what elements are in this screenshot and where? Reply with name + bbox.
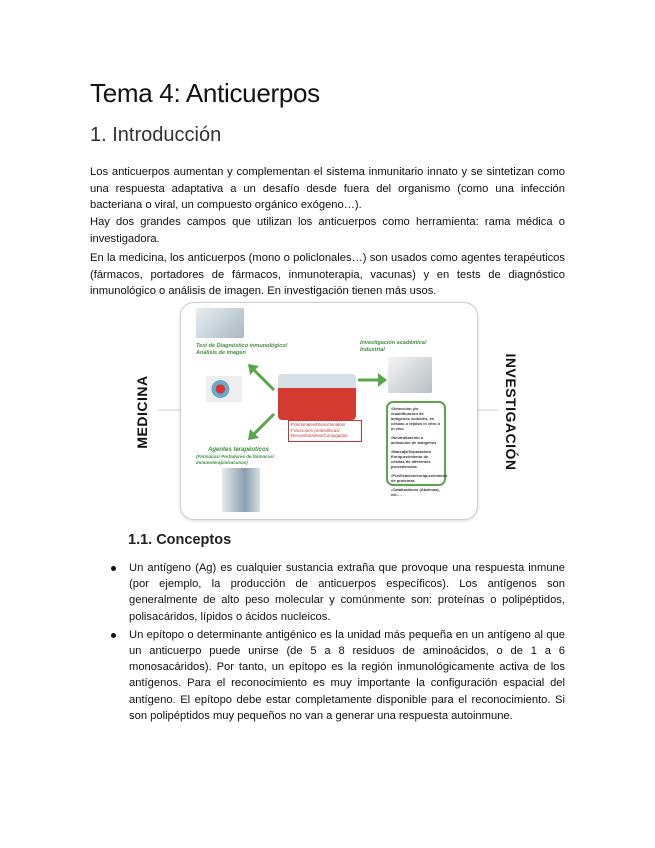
research-use-item: •Marcaje/Separación/ Enriquecimiento de células de diferentes procedencias (391, 449, 432, 469)
therapy-sublabel: (Fármacos/ Portadores de fármacos/ Inmunoterapia/vacunas) (196, 454, 275, 465)
research-label: Investigación académica/ Industrial (360, 340, 427, 353)
research-use-item: •Detección y/o cuantificación de antígenos solubles, en células o tejidos in vitro o in vivo (391, 406, 441, 431)
arrow-down-left-icon (246, 412, 276, 442)
antibody-types-box: Policlonales/Monoclonales/ Fracciones proteolíticas/ Recombinantes/Conjugados (288, 420, 362, 442)
arrow-up-left-icon (246, 362, 276, 392)
bullet-icon (111, 633, 116, 638)
page-title: Tema 4: Anticuerpos (90, 78, 320, 108)
medical-tools-photo (206, 376, 242, 402)
research-use-item: •Catalizadores (Abzimas), etc…. (391, 487, 440, 497)
paragraph-intro: Los anticuerpos aumentan y complementan el sistema inmunitario innato y se sintetizan como una respuesta adaptativa a un desafío desde fuera del organismo (como una infección bacteriana o viral, un compuesto orgánico exógeno…). (90, 166, 565, 211)
medicine-label: MEDICINA (134, 375, 150, 449)
research-uses-box (386, 401, 448, 497)
research-side-label: INVESTIGACIÓN (503, 353, 519, 471)
diagnostic-label: Test de Diagnóstico inmunológico/ Análisis de imagen (196, 343, 288, 356)
list-item (108, 560, 565, 625)
therapy-label: Agentes terapéuticos (208, 447, 270, 453)
lab-photo (388, 357, 432, 393)
antibody-uses-figure (128, 302, 528, 520)
paragraph-fields: Hay dos grandes campos que utilizan los anticuerpos como herramienta: rama médica o investigadora. (90, 216, 565, 245)
list-item (108, 627, 565, 724)
research-use-item: •Neutralización o activación de antígenos (391, 435, 437, 445)
subsection-heading: 1.1. Conceptos (128, 532, 232, 548)
bullet-icon (111, 566, 116, 571)
diagnostic-photo (196, 308, 244, 338)
concepts-list (108, 560, 565, 726)
section-heading: 1. Introducción (90, 124, 222, 146)
arrow-right-icon (356, 370, 388, 390)
list-item-text: Un antígeno (Ag) es cualquier sustancia extraña que provoque una respuesta inmune (por ejemplo, la producción de anticuerpos específicos). Los antígenos son generalmente de alto peso molecular y comúnmente son: proteínas o polipéptidos, polisacáridos, lípidos o ácidos nucleicos. (129, 562, 565, 623)
paragraph-medicine: En la medicina, los anticuerpos (mono o policlonales…) son usados como agentes terapéuticos (fármacos, portadores de fármacos, inmunoterapia, vacunas) y en tests de diagnóstico inmunológico o análisis de imagen. En investigación tienen más usos. (90, 252, 565, 297)
vaccine-vials-photo (222, 468, 260, 512)
list-item-text: Un epítopo o determinante antigénico es la unidad más pequeña en un antígeno al que un anticuerpo puede unirse (de 5 a 8 residuos de aminoácidos, o de 1 a 6 monosacáridos). Por tanto, un epítopo es la región inmunológicamente activa de los antígenos. Para el reconocimiento es muy importante la configuración espacial del antígeno. El epítopo debe estar completamente disponible para el reconocimiento. Si son polipéptidos muy pequeños no van a generar una respuesta autoinmune. (129, 628, 565, 722)
research-use-item: •Purificación/enriquecimiento de proteínas (391, 473, 448, 483)
antibody-toolbox-image (278, 374, 356, 420)
